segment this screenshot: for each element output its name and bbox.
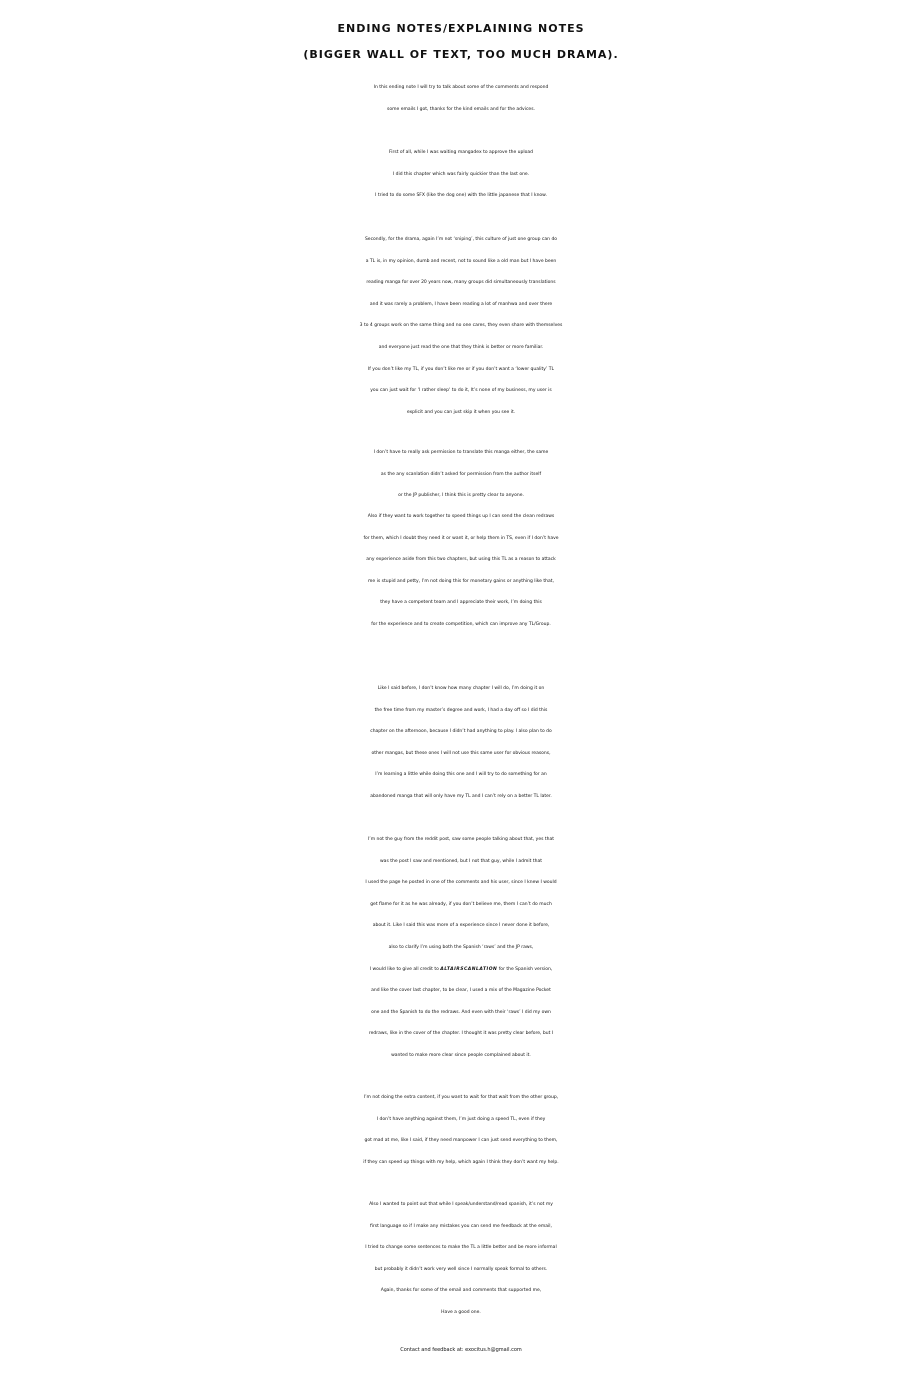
text-line: I tried to do some SFX (like the dog one) with the little japanese that I know. bbox=[375, 193, 547, 199]
text-line: Like I said before, I don’t know how many chapter I will do, I’m doing it on bbox=[377, 686, 545, 691]
text-line: I tried to change some sentences to make the TL a little better and be more informal bbox=[365, 1245, 557, 1251]
text-line: some emails I got, thanks for the kind emails and for the advices. bbox=[387, 106, 535, 112]
paragraph bbox=[0, 77, 922, 120]
title-line-1: ENDING NOTES/EXPLAINING NOTES bbox=[337, 22, 585, 35]
text-line: chapter on the afternoon, because I didn’t had anything to play. I also plan to do bbox=[370, 729, 552, 735]
text-line: Also if they want to work together to speed things up I can send the clean redraws bbox=[367, 514, 555, 519]
paragraph bbox=[0, 829, 922, 1067]
text-line: abandoned manga that will only have my TL and I can’t rely on a better TL later. bbox=[370, 793, 552, 799]
text-line: any experience aside from this two chapters, but using this TL as a reason to attack bbox=[366, 557, 556, 563]
text-line: 3 to 4 groups work on the same thing and no one cares, they even share with themselves bbox=[359, 323, 563, 329]
page-title bbox=[0, 16, 922, 68]
text-line: the free time from my master’s degree and work, I had a day off so I did this bbox=[374, 707, 548, 713]
text-line: first language so if I make any mistakes you can send me feedback at the email, bbox=[370, 1223, 552, 1229]
text-line: for the experience and to create competition, which can improve any TL/Group. bbox=[371, 621, 551, 627]
paragraph bbox=[0, 442, 922, 507]
text-line: Again, thanks for some of the email and comments that supported me, bbox=[380, 1288, 542, 1294]
text-line: explicit and you can just skip it when you see it. bbox=[406, 409, 516, 415]
text-line: other mangas, but these ones I will not use this same user for obvious reasons, bbox=[371, 750, 551, 756]
text-line: I don’t have to really ask permission to translate this manga either, the same bbox=[373, 450, 549, 455]
text-line: a TL is, in my opinion, dumb and recent, not to sound like a old man but I have been bbox=[365, 258, 557, 264]
text-line: also to clarify I’m using both the Spanish ‘raws’ and the JP raws, bbox=[388, 944, 534, 950]
text-line: was the post I saw and mentioned, but I not that guy, while I admit that bbox=[380, 858, 542, 864]
credit-text-after: for the Spanish version, bbox=[497, 966, 553, 972]
text-line: and everyone just read the one that they think is better or more familiar. bbox=[378, 344, 544, 350]
text-line: reading manga for over 20 years now, many groups did simultaneously translations bbox=[366, 280, 556, 286]
text-line: If you don’t like my TL, if you don’t like me or if you don’t want a ‘lower quality’ TL bbox=[367, 366, 555, 372]
text-line: get flame for it as he was already, if you don’t believe me, them I can’t do much bbox=[370, 901, 552, 907]
text-line: and it was rarely a problem, I have been reading a lot of manhwa and over there bbox=[369, 301, 553, 307]
text-line: me is stupid and petty, I’m not doing this for monetary gains or anything like that, bbox=[368, 578, 554, 584]
credit-text-before: I would like to give all credit to bbox=[369, 966, 441, 972]
text-line: wanted to make more clear since people complained about it. bbox=[391, 1052, 531, 1058]
text-line: and like the cover last chapter, to be clear, I used a mix of the Magazine Pocket bbox=[371, 988, 551, 994]
text-line: I’m not doing the extra content, if you want to wait for that wait from the other group, bbox=[363, 1095, 559, 1100]
text-line: I’m not the guy from the reddit post, saw some people talking about that, yes that bbox=[367, 837, 555, 842]
text-line: First of all, while I was waiting mangadex to approve the upload bbox=[388, 150, 533, 155]
text-line: I did this chapter which was fairly quickier than the last one. bbox=[392, 171, 530, 177]
text-line: In this ending note I will try to talk about some of the comments and respond bbox=[373, 85, 549, 90]
text-line: one and the Spanish to do the redraws. And even with their ‘raws’ I did my own bbox=[371, 1009, 551, 1015]
text-line: as the any scanlation didn’t asked for permission from the author itself bbox=[380, 471, 542, 477]
paragraph bbox=[0, 506, 922, 636]
paragraph bbox=[0, 142, 922, 207]
text-line: Have a good one. bbox=[441, 1309, 481, 1315]
text-line: got mad at me, like I said, if they need manpower I can just send everything to them, bbox=[364, 1138, 558, 1144]
scanlation-brand-name: ALTAIRSCANLATION bbox=[440, 966, 498, 972]
text-line: or the JP publisher, I think this is pretty clear to anyone. bbox=[398, 493, 524, 499]
text-line: if they can speed up things with my help, which again I think they don’t want my help. bbox=[363, 1159, 559, 1165]
paragraph bbox=[0, 229, 922, 423]
text-line: I used the page he posted in one of the comments and his user, since I knew I would bbox=[365, 880, 557, 886]
text-line: but probably it didn’t work very well since I normally speak formal to others. bbox=[374, 1266, 548, 1272]
text-line: Secondly, for the drama, again I’m not ‘sniping’, this culture of just one group can do bbox=[364, 237, 558, 242]
text-line: I don’t have anything against them, I’m just doing a speed TL, even if they bbox=[376, 1116, 546, 1122]
text-line: about it. Like I said this was more of a experience since I never done it before, bbox=[372, 923, 550, 929]
title-line-2: (BIGGER WALL OF TEXT, TOO MUCH DRAMA). bbox=[303, 48, 619, 61]
paragraph bbox=[0, 1194, 922, 1324]
paragraph bbox=[0, 1087, 922, 1173]
text-line: for them, which I doubt they need it or want it, or help them in TS, even if I don’t have bbox=[363, 535, 559, 541]
paragraph bbox=[0, 678, 922, 808]
text-line: I’m learning a little while doing this one and I will try to do something for an bbox=[375, 772, 547, 778]
text-line: they have a competent team and I appreciate their work, I’m doing this bbox=[380, 600, 542, 606]
contact-line: Contact and feedback at: exocitus.h@gmail.com bbox=[400, 1347, 522, 1353]
text-line: Also I wanted to point out that while I speak/understand/read spanish, it’s not my bbox=[369, 1202, 553, 1207]
text-line bbox=[0, 959, 922, 981]
text-line: redraws, like in the cover of the chapter. I thought it was pretty clear before, but I bbox=[368, 1031, 554, 1037]
text-line: you can just wait for ‘I rather sleep‘ to do it, It’s none of my business, my user is bbox=[370, 388, 552, 394]
